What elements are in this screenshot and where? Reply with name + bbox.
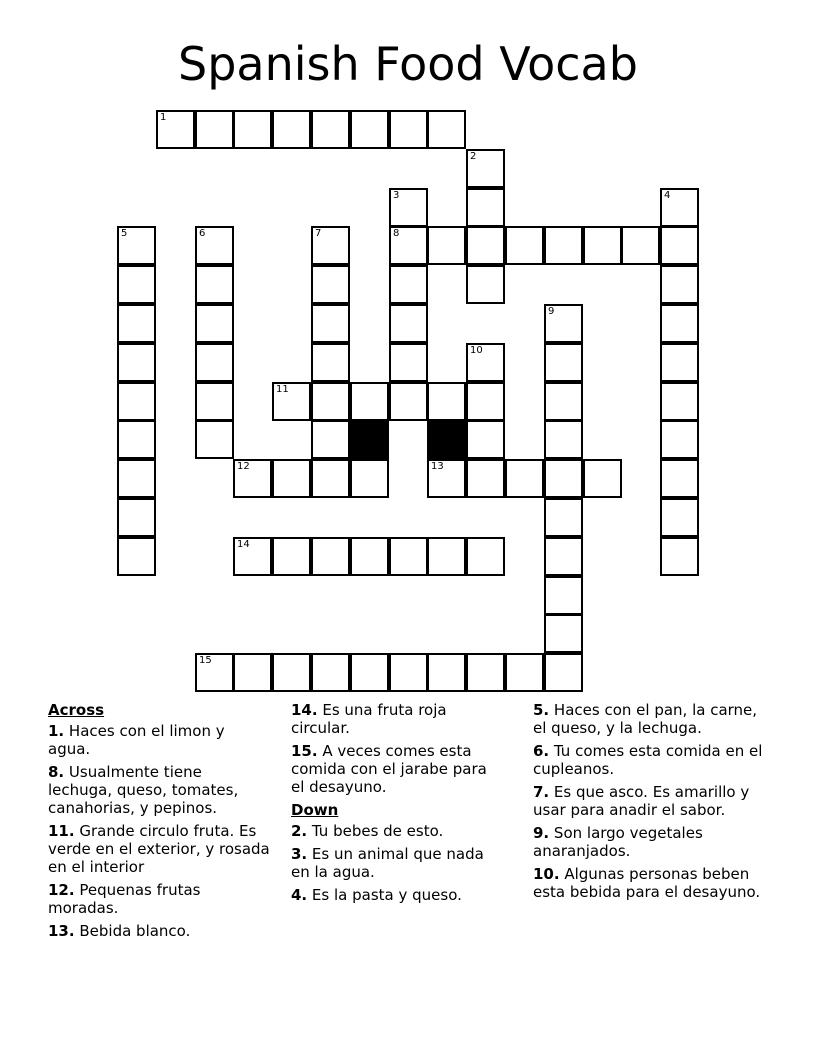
clue-across-15: 15. A veces comes esta comida con el jarabe para el desayuno.: [291, 742, 487, 796]
crossword-cell[interactable]: [311, 382, 350, 421]
crossword-cell[interactable]: [544, 653, 583, 692]
crossword-cell[interactable]: [117, 343, 156, 382]
crossword-cell[interactable]: [466, 343, 505, 382]
clue-across-8: 8. Usualmente tiene lechuga, queso, tomates, canahorias, y pepinos.: [48, 763, 239, 817]
crossword-cell[interactable]: [272, 110, 311, 149]
crossword-cell[interactable]: [466, 420, 505, 459]
crossword-cell[interactable]: [544, 459, 583, 498]
crossword-cell[interactable]: [505, 226, 544, 265]
crossword-cell[interactable]: [583, 459, 622, 498]
clue-number: 10: [470, 345, 483, 356]
crossword-cell[interactable]: [233, 459, 272, 498]
crossword-cell[interactable]: [660, 498, 699, 537]
crossword-cell[interactable]: [389, 382, 428, 421]
crossword-cell[interactable]: [311, 343, 350, 382]
clues-column-2: [291, 701, 491, 909]
clue-number: 5: [121, 228, 128, 239]
crossword-cell[interactable]: [660, 420, 699, 459]
crossword-cell[interactable]: [466, 382, 505, 421]
clue-down-7: 7. Es que asco. Es amarillo y usar para anadir el sabor.: [533, 783, 750, 819]
clue-number: 15: [199, 655, 212, 666]
crossword-cell[interactable]: [389, 110, 428, 149]
crossword-cell[interactable]: [117, 459, 156, 498]
crossword-cell[interactable]: [350, 459, 389, 498]
crossword-cell[interactable]: [544, 304, 583, 343]
crossword-cell[interactable]: [311, 420, 350, 459]
crossword-cell[interactable]: [156, 110, 195, 149]
crossword-cell[interactable]: [389, 226, 428, 265]
clue-across-14: 14. Es una fruta roja circular.: [291, 701, 447, 737]
crossword-cell[interactable]: [233, 653, 272, 692]
crossword-cell[interactable]: [233, 537, 272, 576]
clue-down-2: 2. Tu bebes de esto.: [291, 822, 444, 840]
crossword-cell[interactable]: [466, 653, 505, 692]
clue-number: 2: [470, 151, 477, 162]
crossword-cell[interactable]: [389, 653, 428, 692]
crossword-cell[interactable]: [427, 226, 466, 265]
crossword-cell[interactable]: [195, 382, 234, 421]
crossword-cell[interactable]: [311, 537, 350, 576]
crossword-cell[interactable]: [505, 459, 544, 498]
crossword-cell[interactable]: [389, 537, 428, 576]
clue-across-11: 11. Grande circulo fruta. Es verde en el exterior, y rosada en el interior: [48, 822, 270, 876]
crossword-cell[interactable]: [660, 226, 699, 265]
crossword-cell[interactable]: [544, 343, 583, 382]
crossword-cell[interactable]: [311, 653, 350, 692]
crossword-cell[interactable]: [505, 653, 544, 692]
crossword-cell[interactable]: [195, 265, 234, 304]
crossword-cell[interactable]: [389, 265, 428, 304]
clues-column-3: [533, 701, 763, 906]
crossword-cell[interactable]: [544, 576, 583, 615]
crossword-cell[interactable]: [583, 226, 622, 265]
clue-down-9: 9. Son largo vegetales anaranjados.: [533, 824, 703, 860]
clue-number: 3: [393, 190, 400, 201]
crossword-cell[interactable]: [195, 226, 234, 265]
clue-number: 12: [237, 461, 250, 472]
crossword-cell[interactable]: [660, 382, 699, 421]
crossword-cell[interactable]: [544, 382, 583, 421]
crossword-cell[interactable]: [350, 382, 389, 421]
clue-down-6: 6. Tu comes esta comida en el cupleanos.: [533, 742, 763, 778]
crossword-block: [350, 420, 389, 459]
clue-across-1: 1. Haces con el limon y agua.: [48, 722, 225, 758]
crossword-cell[interactable]: [272, 653, 311, 692]
clues-column-1: [48, 701, 270, 945]
crossword-cell[interactable]: [195, 420, 234, 459]
crossword-cell[interactable]: [311, 226, 350, 265]
crossword-cell[interactable]: [466, 149, 505, 188]
clue-number: 1: [160, 112, 167, 123]
clue-across-13: 13. Bebida blanco.: [48, 922, 191, 940]
crossword-cell[interactable]: [311, 459, 350, 498]
crossword-cell[interactable]: [660, 265, 699, 304]
clue-number: 8: [393, 228, 400, 239]
crossword-cell[interactable]: [660, 459, 699, 498]
clue-number: 14: [237, 539, 250, 550]
crossword-cell[interactable]: [389, 188, 428, 227]
across-heading: Across: [48, 701, 105, 719]
clue-number: 4: [664, 190, 671, 201]
crossword-cell[interactable]: [117, 498, 156, 537]
crossword-cell[interactable]: [389, 304, 428, 343]
crossword-cell[interactable]: [117, 226, 156, 265]
crossword-cell[interactable]: [427, 653, 466, 692]
page-title: Spanish Food Vocab: [178, 37, 638, 91]
crossword-cell[interactable]: [466, 226, 505, 265]
crossword-cell[interactable]: [427, 537, 466, 576]
clue-number: 13: [431, 461, 444, 472]
crossword-cell[interactable]: [117, 382, 156, 421]
crossword-cell[interactable]: [389, 343, 428, 382]
clue-number: 6: [199, 228, 206, 239]
clue-number: 9: [548, 306, 555, 317]
crossword-cell[interactable]: [117, 537, 156, 576]
clue-down-3: 3. Es un animal que nada en la agua.: [291, 845, 484, 881]
crossword-cell[interactable]: [233, 110, 272, 149]
crossword-cell[interactable]: [350, 653, 389, 692]
crossword-cell[interactable]: [466, 265, 505, 304]
crossword-cell[interactable]: [544, 226, 583, 265]
crossword-cell[interactable]: [272, 537, 311, 576]
crossword-cell[interactable]: [544, 420, 583, 459]
crossword-cell[interactable]: [117, 420, 156, 459]
crossword-cell[interactable]: [195, 304, 234, 343]
crossword-cell[interactable]: [427, 110, 466, 149]
crossword-cell[interactable]: [195, 110, 234, 149]
crossword-cell[interactable]: [117, 265, 156, 304]
crossword-cell[interactable]: [311, 110, 350, 149]
clue-down-5: 5. Haces con el pan, la carne, el queso, y la lechuga.: [533, 701, 758, 737]
crossword-cell[interactable]: [660, 188, 699, 227]
crossword-cell[interactable]: [621, 226, 660, 265]
crossword-cell[interactable]: [544, 614, 583, 653]
crossword-cell[interactable]: [660, 343, 699, 382]
crossword-cell[interactable]: [195, 653, 234, 692]
crossword-cell[interactable]: [427, 459, 466, 498]
clue-number: 7: [315, 228, 322, 239]
clue-down-10: 10. Algunas personas beben esta bebida para el desayuno.: [533, 865, 761, 901]
crossword-block: [427, 420, 466, 459]
crossword-cell[interactable]: [117, 304, 156, 343]
clue-number: 11: [276, 384, 289, 395]
crossword-cell[interactable]: [466, 459, 505, 498]
crossword-cell[interactable]: [466, 537, 505, 576]
crossword-cell[interactable]: [544, 498, 583, 537]
crossword-cell[interactable]: [272, 382, 311, 421]
crossword-cell[interactable]: [272, 459, 311, 498]
crossword-cell[interactable]: [466, 188, 505, 227]
crossword-cell[interactable]: [311, 265, 350, 304]
crossword-cell[interactable]: [195, 343, 234, 382]
clue-across-12: 12. Pequenas frutas moradas.: [48, 881, 201, 917]
crossword-cell[interactable]: [427, 382, 466, 421]
crossword-cell[interactable]: [311, 304, 350, 343]
crossword-cell[interactable]: [350, 110, 389, 149]
crossword-cell[interactable]: [660, 537, 699, 576]
down-heading: Down: [291, 801, 339, 819]
crossword-cell[interactable]: [660, 304, 699, 343]
crossword-cell[interactable]: [544, 537, 583, 576]
clue-down-4: 4. Es la pasta y queso.: [291, 886, 462, 904]
crossword-cell[interactable]: [350, 537, 389, 576]
